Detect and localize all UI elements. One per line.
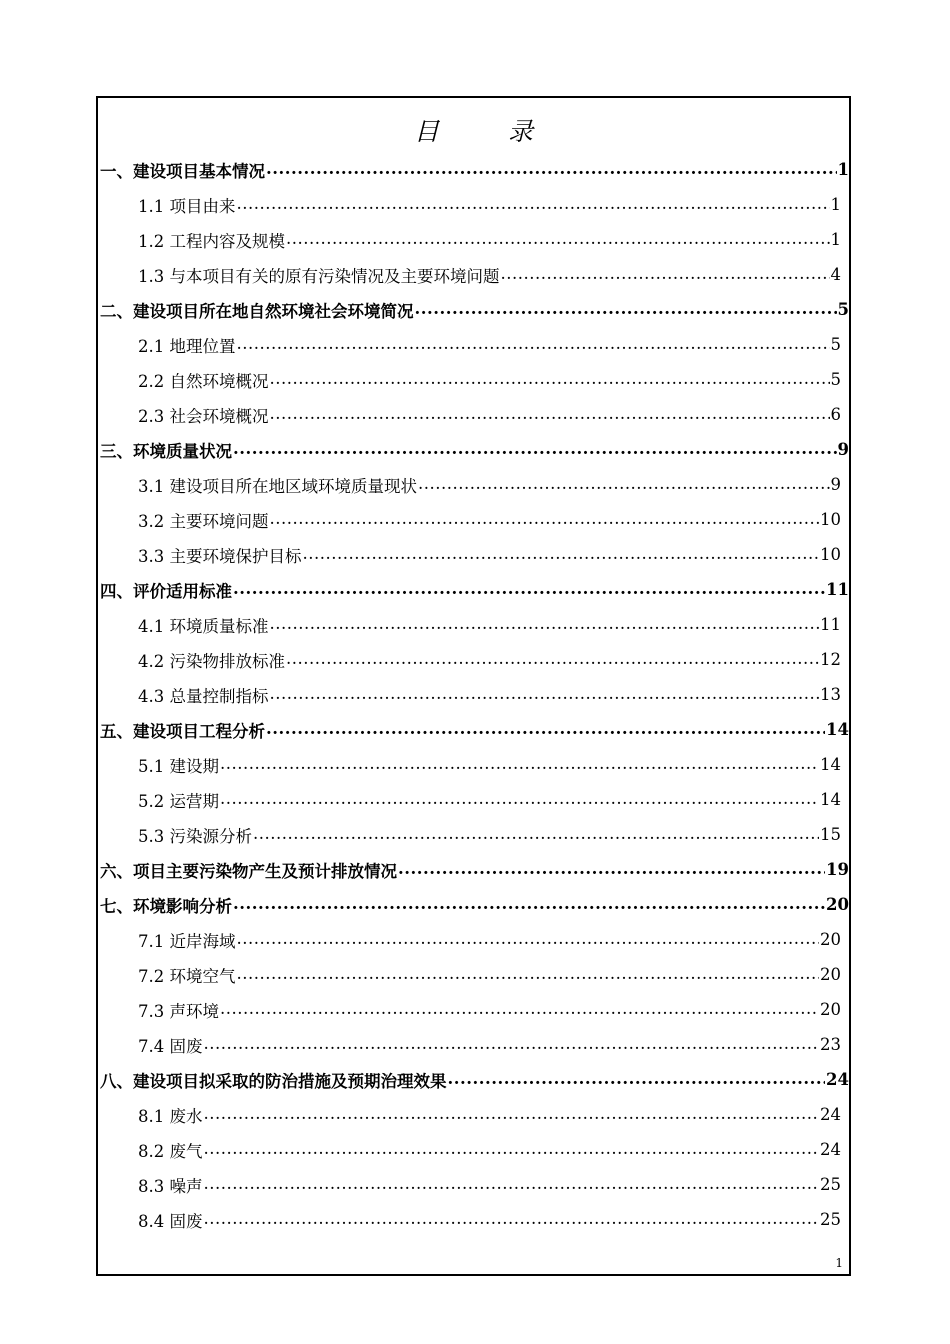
toc-section-entry[interactable] bbox=[98, 642, 849, 677]
toc-dot-leader bbox=[266, 161, 837, 178]
toc-entry-page: 13 bbox=[820, 685, 841, 704]
toc-entry-page: 25 bbox=[820, 1175, 841, 1194]
toc-entry-label: 三、环境质量状况 bbox=[100, 441, 232, 461]
toc-entry-label: 4.3 总量控制指标 bbox=[138, 686, 269, 706]
toc-dot-leader bbox=[270, 616, 820, 633]
toc-dot-leader bbox=[233, 441, 837, 458]
toc-entry-page: 5 bbox=[830, 335, 841, 354]
toc-entry-label: 8.4 固废 bbox=[138, 1211, 203, 1231]
toc-dot-leader bbox=[286, 231, 830, 248]
toc-entry-label: 3.1 建设项目所在地区域环境质量现状 bbox=[138, 476, 417, 496]
toc-entry-page: 19 bbox=[826, 860, 849, 879]
toc-list bbox=[98, 152, 849, 1237]
toc-entry-label: 7.1 近岸海域 bbox=[138, 931, 236, 951]
toc-entry-label: 八、建设项目拟采取的防治措施及预期治理效果 bbox=[100, 1071, 447, 1091]
toc-entry-page: 23 bbox=[820, 1035, 841, 1054]
toc-entry-page: 9 bbox=[830, 475, 841, 494]
toc-section-entry[interactable] bbox=[98, 957, 849, 992]
toc-entry-label: 5.1 建设期 bbox=[138, 756, 219, 776]
toc-chapter-entry[interactable] bbox=[98, 152, 849, 187]
toc-entry-label: 七、环境影响分析 bbox=[100, 896, 232, 916]
toc-dot-leader bbox=[418, 476, 830, 493]
toc-entry-label: 7.4 固废 bbox=[138, 1036, 203, 1056]
toc-entry-page: 20 bbox=[826, 895, 849, 914]
toc-entry-label: 五、建设项目工程分析 bbox=[100, 721, 265, 741]
toc-entry-page: 6 bbox=[830, 405, 841, 424]
toc-section-entry[interactable] bbox=[98, 257, 849, 292]
toc-section-entry[interactable] bbox=[98, 502, 849, 537]
toc-entry-page: 25 bbox=[820, 1210, 841, 1229]
toc-chapter-entry[interactable] bbox=[98, 852, 849, 887]
toc-section-entry[interactable] bbox=[98, 922, 849, 957]
toc-dot-leader bbox=[270, 406, 830, 423]
toc-dot-leader bbox=[237, 931, 820, 948]
toc-entry-page: 1 bbox=[830, 195, 841, 214]
toc-entry-label: 8.3 噪声 bbox=[138, 1176, 203, 1196]
toc-entry-label: 二、建设项目所在地自然环境社会环境简况 bbox=[100, 301, 414, 321]
toc-dot-leader bbox=[237, 196, 830, 213]
toc-section-entry[interactable] bbox=[98, 467, 849, 502]
toc-dot-leader bbox=[204, 1141, 820, 1158]
toc-entry-page: 14 bbox=[820, 790, 841, 809]
toc-chapter-entry[interactable] bbox=[98, 292, 849, 327]
toc-entry-label: 2.1 地理位置 bbox=[138, 336, 236, 356]
toc-entry-page: 24 bbox=[820, 1140, 841, 1159]
toc-entry-label: 一、建设项目基本情况 bbox=[100, 161, 265, 181]
toc-chapter-entry[interactable] bbox=[98, 712, 849, 747]
toc-section-entry[interactable] bbox=[98, 817, 849, 852]
toc-entry-page: 14 bbox=[820, 755, 841, 774]
toc-entry-page: 9 bbox=[837, 440, 849, 459]
toc-section-entry[interactable] bbox=[98, 222, 849, 257]
toc-section-entry[interactable] bbox=[98, 1132, 849, 1167]
toc-entry-page: 15 bbox=[820, 825, 841, 844]
toc-entry-page: 11 bbox=[826, 580, 849, 599]
toc-entry-label: 3.3 主要环境保护目标 bbox=[138, 546, 302, 566]
toc-entry-page: 20 bbox=[820, 965, 841, 984]
toc-dot-leader bbox=[253, 826, 819, 843]
toc-entry-page: 20 bbox=[820, 1000, 841, 1019]
page-number: 1 bbox=[835, 1256, 843, 1270]
toc-section-entry[interactable] bbox=[98, 782, 849, 817]
toc-entry-page: 5 bbox=[837, 300, 849, 319]
toc-entry-label: 1.1 项目由来 bbox=[138, 196, 236, 216]
toc-section-entry[interactable] bbox=[98, 747, 849, 782]
toc-dot-leader bbox=[237, 966, 820, 983]
toc-entry-label: 四、评价适用标准 bbox=[100, 581, 232, 601]
toc-entry-page: 5 bbox=[830, 370, 841, 389]
toc-entry-page: 4 bbox=[830, 265, 841, 284]
toc-entry-label: 1.2 工程内容及规模 bbox=[138, 231, 285, 251]
toc-entry-page: 1 bbox=[830, 230, 841, 249]
toc-entry-label: 1.3 与本项目有关的原有污染情况及主要环境问题 bbox=[138, 266, 500, 286]
toc-section-entry[interactable] bbox=[98, 1027, 849, 1062]
toc-dot-leader bbox=[204, 1036, 820, 1053]
toc-dot-leader bbox=[448, 1071, 826, 1088]
toc-entry-page: 11 bbox=[820, 615, 841, 634]
toc-entry-page: 20 bbox=[820, 930, 841, 949]
toc-dot-leader bbox=[233, 896, 825, 913]
toc-entry-page: 10 bbox=[820, 545, 841, 564]
toc-dot-leader bbox=[286, 651, 819, 668]
toc-entry-label: 4.1 环境质量标准 bbox=[138, 616, 269, 636]
toc-dot-leader bbox=[415, 301, 837, 318]
page-frame bbox=[96, 96, 851, 1276]
toc-dot-leader bbox=[204, 1106, 820, 1123]
toc-dot-leader bbox=[220, 791, 819, 808]
toc-entry-page: 10 bbox=[820, 510, 841, 529]
toc-dot-leader bbox=[204, 1211, 820, 1228]
toc-section-entry[interactable] bbox=[98, 327, 849, 362]
toc-title: 目 录 bbox=[413, 117, 555, 146]
toc-entry-label: 4.2 污染物排放标准 bbox=[138, 651, 285, 671]
toc-entry-label: 2.2 自然环境概况 bbox=[138, 371, 269, 391]
toc-entry-label: 3.2 主要环境问题 bbox=[138, 511, 269, 531]
toc-chapter-entry[interactable] bbox=[98, 432, 849, 467]
toc-dot-leader bbox=[204, 1176, 820, 1193]
toc-dot-leader bbox=[220, 1001, 819, 1018]
toc-section-entry[interactable] bbox=[98, 1202, 849, 1237]
toc-entry-page: 12 bbox=[820, 650, 841, 669]
toc-section-entry[interactable] bbox=[98, 1097, 849, 1132]
toc-entry-page: 1 bbox=[837, 160, 849, 179]
toc-section-entry[interactable] bbox=[98, 607, 849, 642]
toc-dot-leader bbox=[270, 371, 830, 388]
toc-entry-page: 24 bbox=[820, 1105, 841, 1124]
toc-dot-leader bbox=[270, 511, 820, 528]
toc-entry-page: 24 bbox=[826, 1070, 849, 1089]
toc-chapter-entry[interactable] bbox=[98, 572, 849, 607]
toc-entry-label: 2.3 社会环境概况 bbox=[138, 406, 269, 426]
toc-chapter-entry[interactable] bbox=[98, 887, 849, 922]
toc-entry-label: 8.1 废水 bbox=[138, 1106, 203, 1126]
toc-section-entry[interactable] bbox=[98, 992, 849, 1027]
toc-entry-label: 5.3 污染源分析 bbox=[138, 826, 252, 846]
toc-entry-label: 5.2 运营期 bbox=[138, 791, 219, 811]
toc-chapter-entry[interactable] bbox=[98, 1062, 849, 1097]
toc-dot-leader bbox=[501, 266, 830, 283]
toc-dot-leader bbox=[270, 686, 820, 703]
toc-entry-label: 8.2 废气 bbox=[138, 1141, 203, 1161]
toc-entry-label: 7.2 环境空气 bbox=[138, 966, 236, 986]
toc-entry-label: 7.3 声环境 bbox=[138, 1001, 219, 1021]
toc-section-entry[interactable] bbox=[98, 537, 849, 572]
toc-section-entry[interactable] bbox=[98, 397, 849, 432]
toc-section-entry[interactable] bbox=[98, 187, 849, 222]
toc-section-entry[interactable] bbox=[98, 362, 849, 397]
toc-dot-leader bbox=[233, 581, 825, 598]
toc-dot-leader bbox=[237, 336, 830, 353]
toc-section-entry[interactable] bbox=[98, 677, 849, 712]
toc-dot-leader bbox=[398, 861, 825, 878]
toc-dot-leader bbox=[303, 546, 820, 563]
toc-entry-page: 14 bbox=[826, 720, 849, 739]
toc-dot-leader bbox=[266, 721, 825, 738]
toc-entry-label: 六、项目主要污染物产生及预计排放情况 bbox=[100, 861, 397, 881]
toc-section-entry[interactable] bbox=[98, 1167, 849, 1202]
toc-dot-leader bbox=[220, 756, 819, 773]
